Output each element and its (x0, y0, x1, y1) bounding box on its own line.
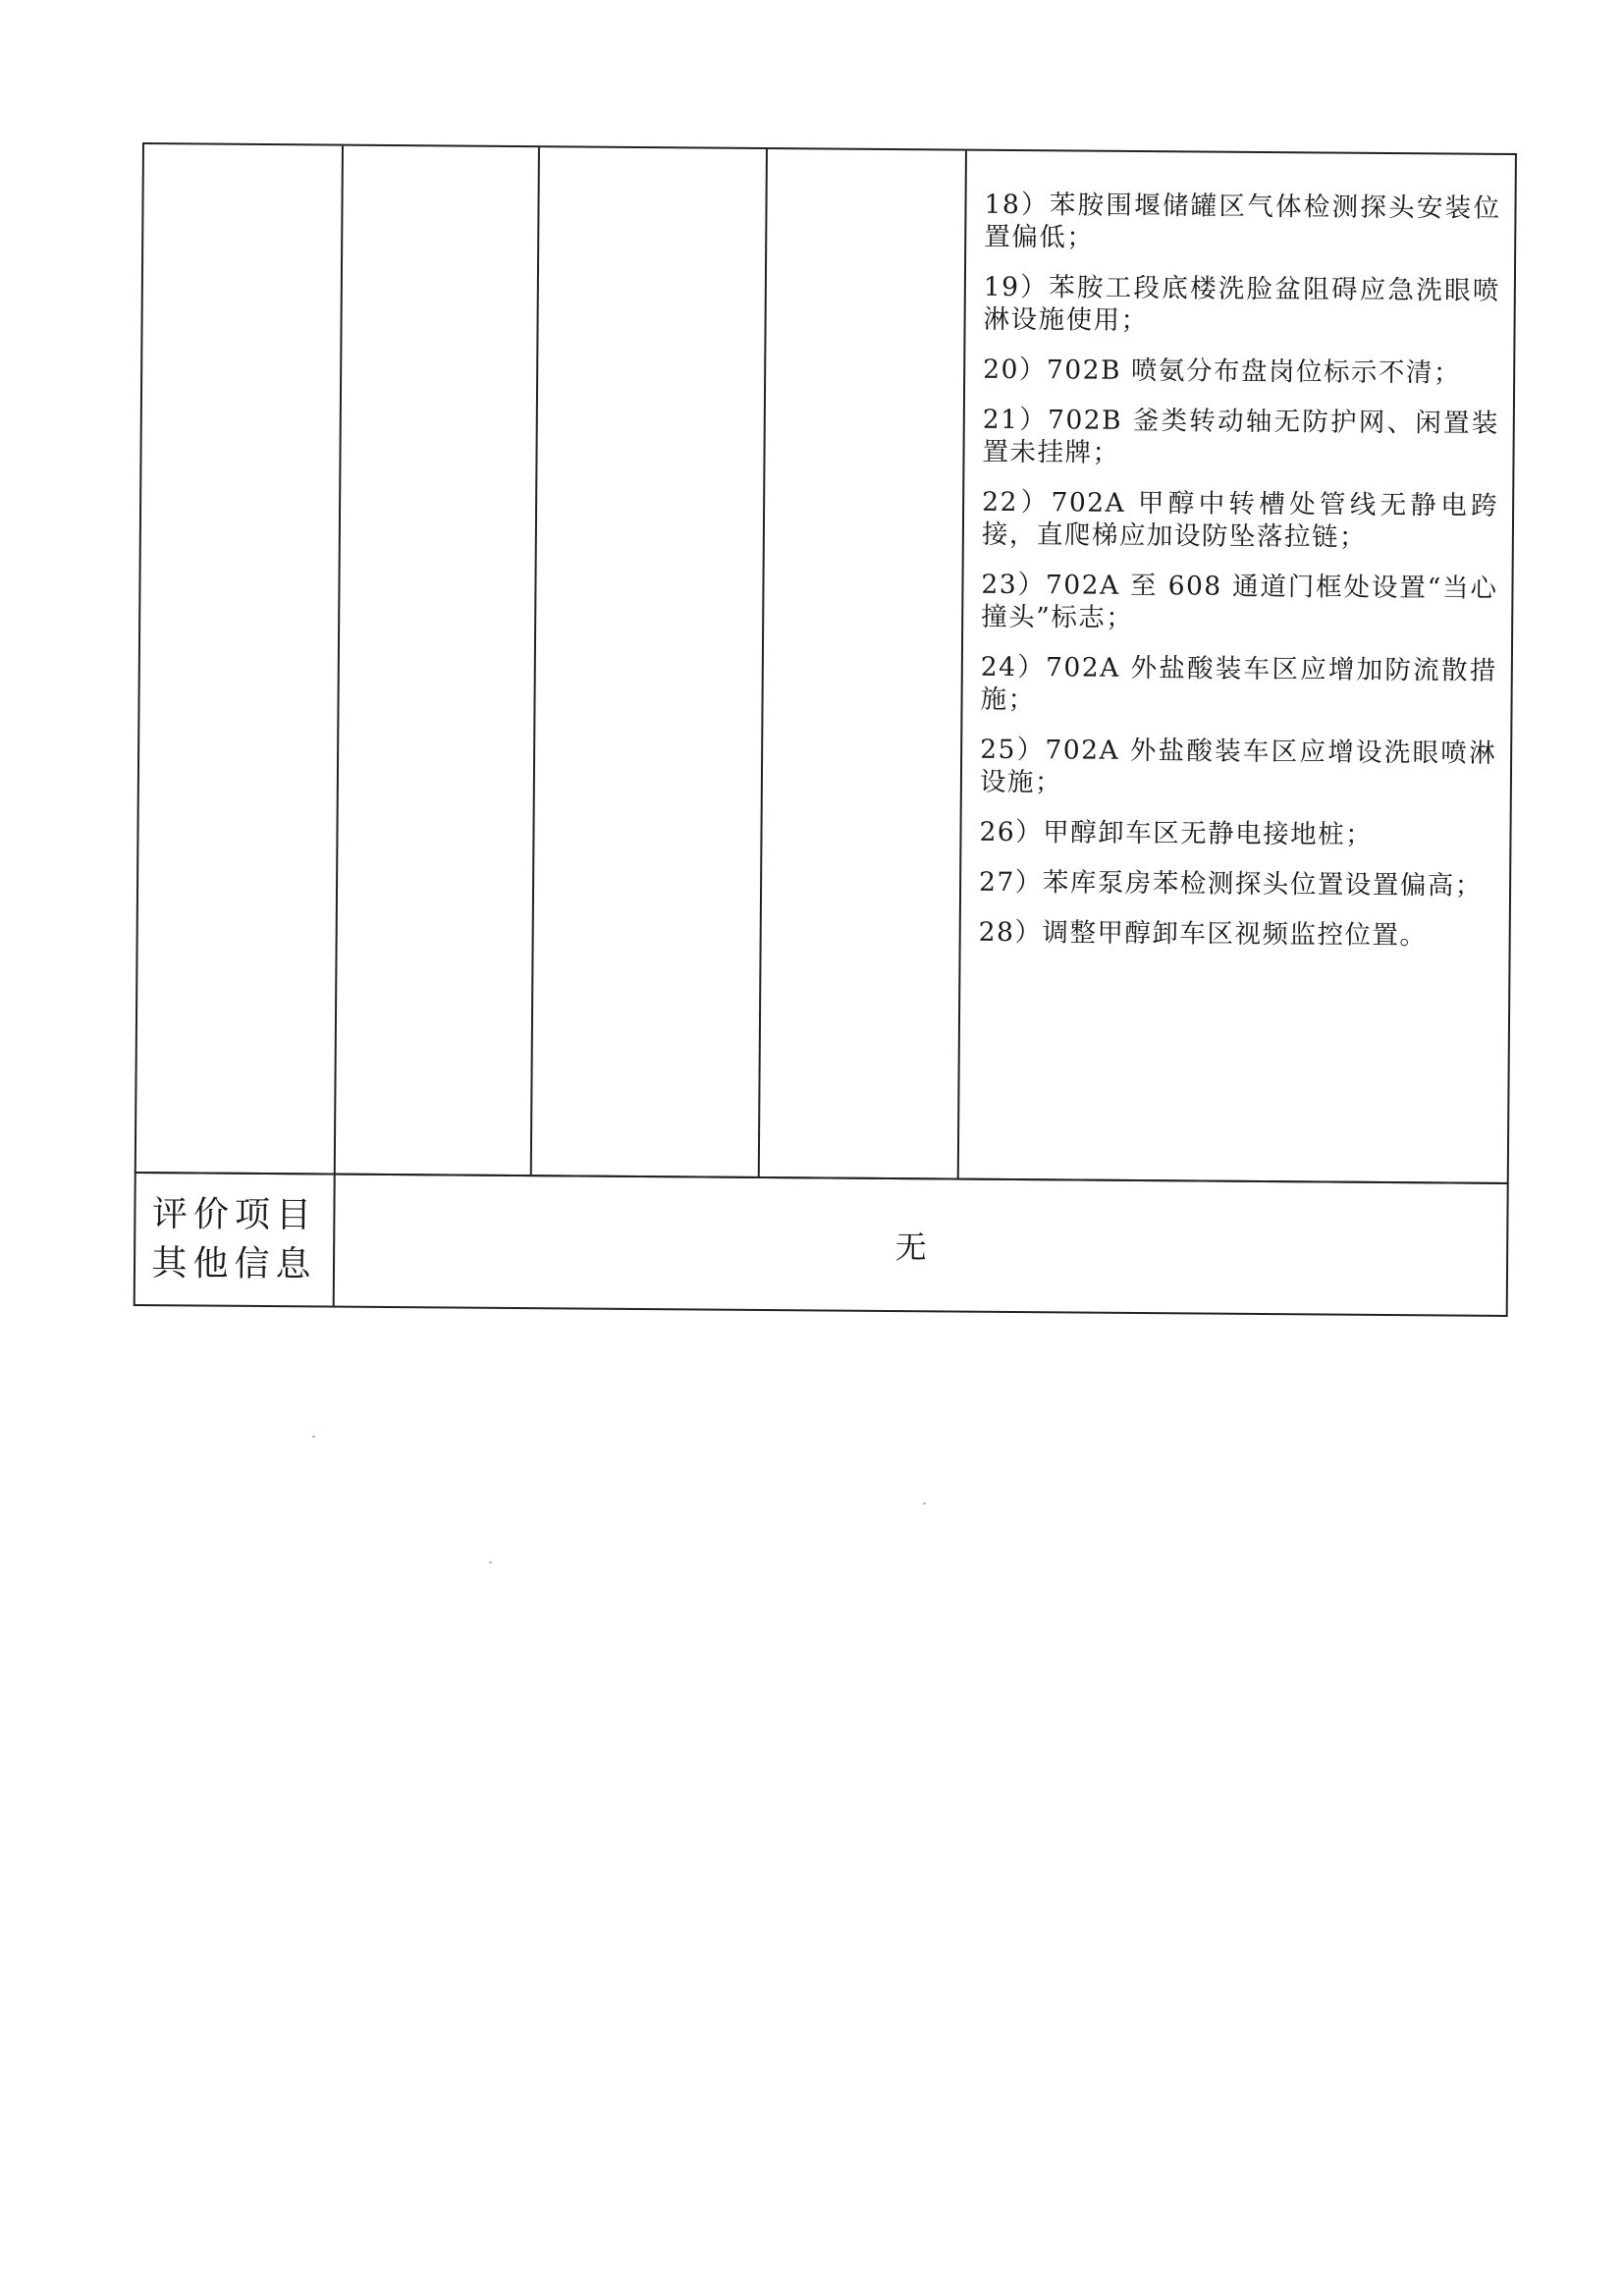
scan-speck (489, 1561, 492, 1563)
issue-item-19: 19）苯胺工段底楼洗脸盆阻碍应急洗眼喷淋设施使用； (983, 271, 1500, 337)
table-row-issues (135, 142, 1517, 1184)
other-info-label-line2: 其他信息 (151, 1242, 317, 1285)
issue-item-20: 20）702B 喷氨分布盘岗位标示不清； (983, 354, 1462, 389)
issue-item-21: 21）702B 釜类转动轴无防护网、闲置装置未挂牌； (982, 404, 1499, 468)
issues-list-cell (959, 151, 1515, 1182)
issue-item-27: 27）苯库泵房苯检测探头位置设置偏高； (978, 866, 1483, 902)
issue-item-22: 22）702A 甲醇中转槽处管线无静电跨接，直爬梯应加设防坠落拉链； (981, 486, 1499, 553)
issue-item-28: 28）调整甲醇卸车区视频监控位置。 (978, 916, 1428, 952)
empty-cell-4 (760, 149, 967, 1178)
other-info-value-cell (335, 1175, 1507, 1315)
issue-item-23: 23）702A 至 608 通道门框处设置“当心撞头”标志； (981, 569, 1498, 633)
issue-item-18: 18）苯胺围堰储罐区气体检测探头安装位置偏低； (984, 189, 1501, 253)
empty-cell-2 (336, 146, 540, 1175)
evaluation-table (134, 142, 1517, 1317)
empty-cell-3 (532, 147, 768, 1176)
other-info-label-cell (135, 1174, 336, 1306)
table-row-other-info (134, 1172, 1509, 1317)
empty-cell-1 (136, 144, 344, 1174)
scan-speck (312, 1436, 315, 1438)
issue-item-25: 25）702A 外盐酸装车区应增设洗眼喷淋设施； (979, 734, 1497, 798)
issue-item-26: 26）甲醇卸车区无静电接地桩； (979, 816, 1374, 850)
other-info-label-line1: 评价项目 (151, 1193, 318, 1235)
issue-item-24: 24）702A 外盐酸装车区应增加防流散措施； (980, 651, 1497, 716)
other-info-value: 无 (894, 1228, 927, 1266)
scan-speck (923, 1503, 926, 1504)
